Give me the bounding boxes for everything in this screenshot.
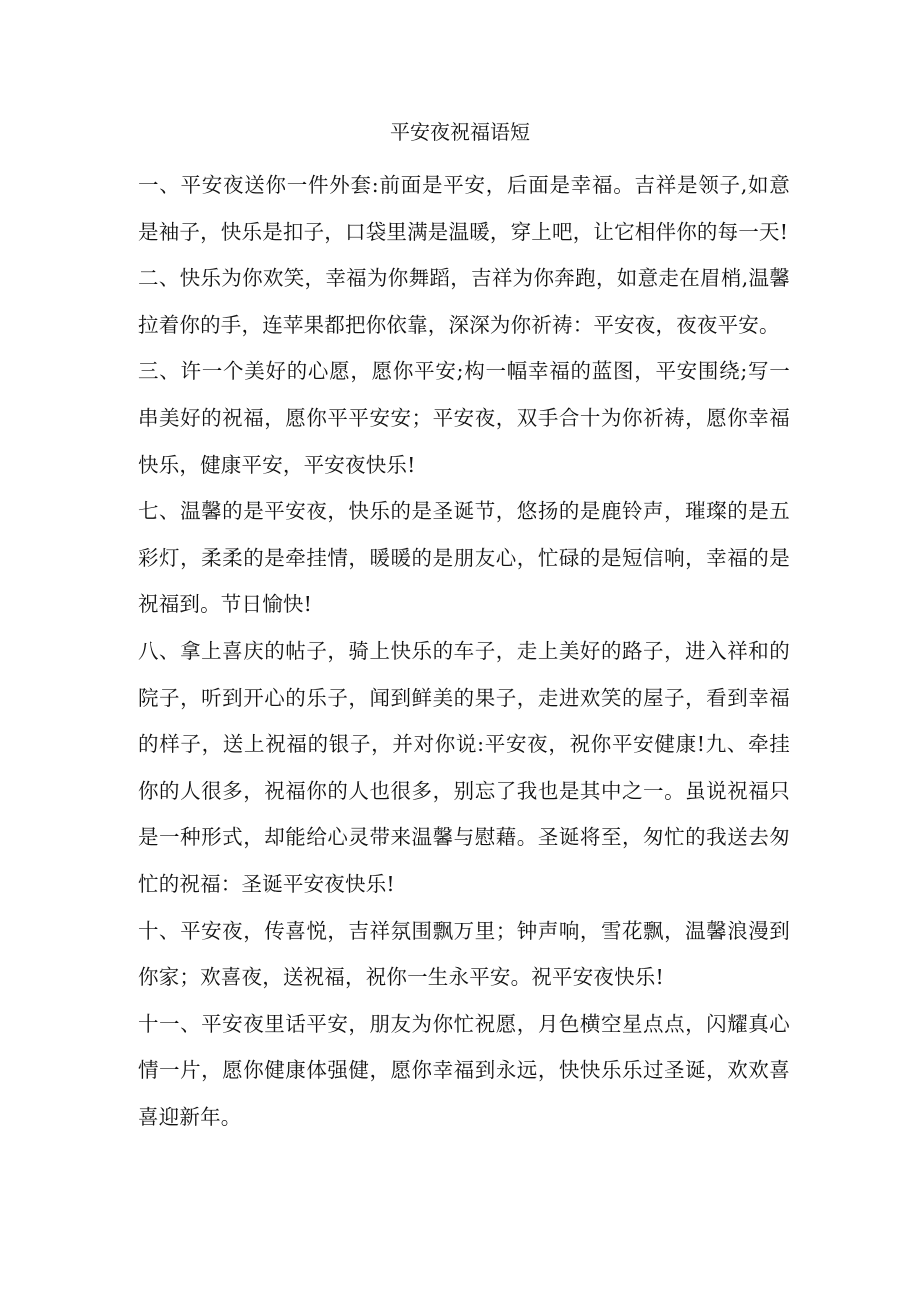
paragraph-3: 三、许一个美好的心愿，愿你平安;构一幅幸福的蓝图，平安围绕;写一串美好的祝福，愿你平平安安；平安夜，双手合十为你祈祷，愿你幸福快乐，健康平安，平安夜快乐! [138,359,790,477]
document-title: 平安夜祝福语短 [390,120,530,144]
paragraph-5: 八、拿上喜庆的帖子，骑上快乐的车子，走上美好的路子，进入祥和的院子，听到开心的乐子，闻到鲜美的果子，走进欢笑的屋子，看到幸福的样子，送上祝福的银子，并对你说:平安夜，祝你平安健康!九、牵挂你的人很多，祝福你的人也很多，别忘了我也是其中之一。虽说祝福只是一种形式，却能给心灵带来温馨与慰藉。圣诞将至，匆忙的我送去匆忙的祝福：圣诞平安夜快乐! [138,638,790,896]
paragraph-6: 十、平安夜，传喜悦，吉祥氛围飘万里；钟声响，雪花飘，温馨浪漫到你家；欢喜夜，送祝福，祝你一生永平安。祝平安夜快乐! [138,918,790,990]
paragraph-1: 一、平安夜送你一件外套:前面是平安，后面是幸福。吉祥是领子,如意是袖子，快乐是扣子，口袋里满是温暖，穿上吧，让它相伴你的每一天! [138,173,790,244]
paragraph-4: 七、温馨的是平安夜，快乐的是圣诞节，悠扬的是鹿铃声，璀璨的是五彩灯，柔柔的是牵挂情，暖暖的是朋友心，忙碌的是短信响，幸福的是祝福到。节日愉快! [138,499,790,617]
paragraph-2: 二、快乐为你欢笑，幸福为你舞蹈，吉祥为你奔跑，如意走在眉梢,温馨拉着你的手，连苹果都把你依靠，深深为你祈祷：平安夜，夜夜平安。 [138,266,790,337]
document-body [138,162,790,1140]
paragraph-7: 十一、平安夜里话平安，朋友为你忙祝愿，月色横空星点点，闪耀真心情一片，愿你健康体强健，愿你幸福到永远，快快乐乐过圣诞，欢欢喜喜迎新年。 [138,1011,790,1129]
